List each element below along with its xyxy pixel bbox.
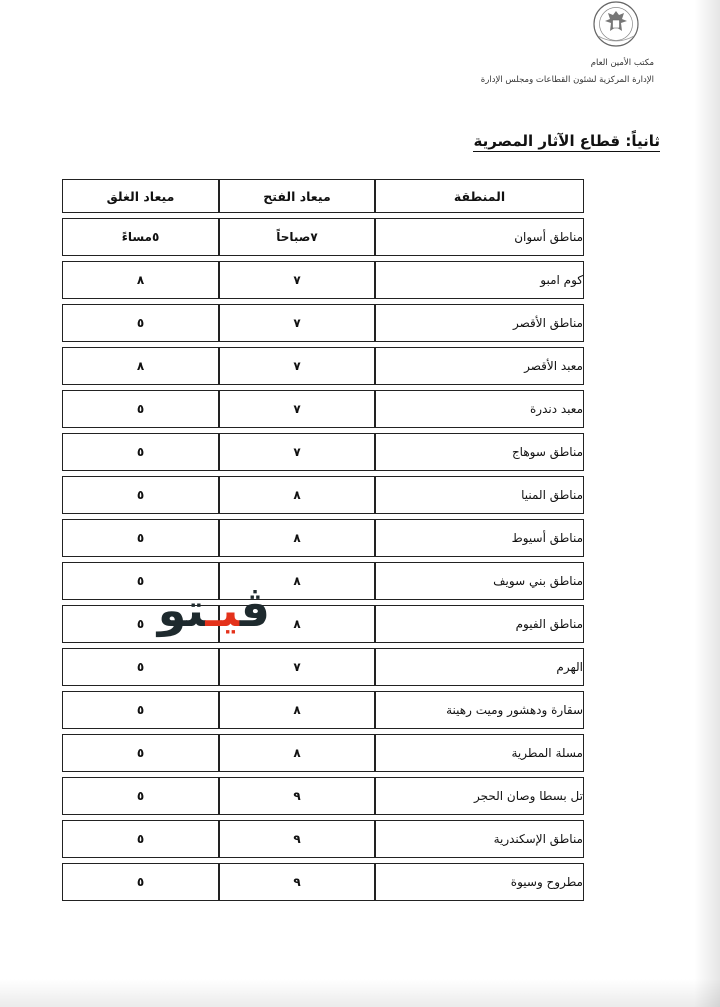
section-title: ثانياً: قطاع الآثار المصرية [473, 132, 660, 150]
header-department-line: الإدارة المركزية لشئون القطاعات ومجلس الإدارة [480, 75, 654, 85]
region-cell: تل بسطا وصان الحجر [375, 777, 584, 815]
table-row [62, 863, 584, 901]
region-cell: مناطق الإسكندرية [375, 820, 584, 858]
page-edge-shadow [694, 0, 720, 1007]
region-cell: كوم امبو [375, 261, 584, 299]
region-cell: مناطق أسيوط [375, 519, 584, 557]
opening-time-cell: ٨ [219, 605, 375, 643]
column-header-closing-time: ميعاد الغلق [62, 179, 219, 213]
eagle-seal-logo [584, 0, 648, 60]
table-row [62, 777, 584, 815]
header-office-line: مكتب الأمين العام [590, 58, 654, 68]
opening-time-cell: ٨ [219, 519, 375, 557]
opening-time-cell: ٧ [219, 261, 375, 299]
opening-time-cell: ٨ [219, 734, 375, 772]
region-cell: مناطق الأقصر [375, 304, 584, 342]
closing-time-cell: ٨ [62, 261, 219, 299]
table-row [62, 304, 584, 342]
region-cell: مطروح وسيوة [375, 863, 584, 901]
opening-time-cell: ٧ [219, 347, 375, 385]
closing-time-cell: ٥مساءً [62, 218, 219, 256]
opening-time-cell: ٨ [219, 562, 375, 600]
closing-time-cell: ٥ [62, 605, 219, 643]
opening-time-cell: ٧ [219, 390, 375, 428]
column-header-opening-time: ميعاد الفتح [219, 179, 375, 213]
opening-time-cell: ٧ [219, 648, 375, 686]
table-row [62, 519, 584, 557]
closing-time-cell: ٥ [62, 562, 219, 600]
closing-time-cell: ٥ [62, 820, 219, 858]
region-cell: مناطق سوهاج [375, 433, 584, 471]
page-bottom-shadow [0, 979, 720, 1007]
region-cell: سقارة ودهشور وميت رهينة [375, 691, 584, 729]
opening-time-cell: ٩ [219, 777, 375, 815]
opening-time-cell: ٩ [219, 863, 375, 901]
watermark-letter-3: تو [157, 583, 206, 637]
closing-time-cell: ٥ [62, 648, 219, 686]
opening-time-cell: ٧ [219, 304, 375, 342]
opening-hours-table [62, 174, 584, 906]
closing-time-cell: ٥ [62, 519, 219, 557]
table-row [62, 261, 584, 299]
table-header-row [62, 179, 584, 213]
table-row [62, 433, 584, 471]
closing-time-cell: ٥ [62, 433, 219, 471]
closing-time-cell: ٥ [62, 863, 219, 901]
closing-time-cell: ٨ [62, 347, 219, 385]
region-cell: مناطق بني سويف [375, 562, 584, 600]
table-row [62, 347, 584, 385]
region-cell: الهرم [375, 648, 584, 686]
region-cell: مسلة المطرية [375, 734, 584, 772]
closing-time-cell: ٥ [62, 691, 219, 729]
opening-time-cell: ٧صباحاً [219, 218, 375, 256]
closing-time-cell: ٥ [62, 304, 219, 342]
table-row [62, 476, 584, 514]
region-cell: معبد دندرة [375, 390, 584, 428]
site-watermark-logo [136, 584, 270, 636]
watermark-letter-2: يـ [205, 583, 240, 637]
opening-time-cell: ٧ [219, 433, 375, 471]
table-row [62, 734, 584, 772]
opening-time-cell: ٨ [219, 691, 375, 729]
table-row [62, 691, 584, 729]
region-cell: مناطق الفيوم [375, 605, 584, 643]
closing-time-cell: ٥ [62, 390, 219, 428]
region-cell: معبد الأقصر [375, 347, 584, 385]
opening-time-cell: ٨ [219, 476, 375, 514]
table-row [62, 648, 584, 686]
column-header-region: المنطقة [375, 179, 584, 213]
watermark-letter-1: ڤ [239, 583, 270, 637]
table-row [62, 820, 584, 858]
closing-time-cell: ٥ [62, 476, 219, 514]
opening-time-cell: ٩ [219, 820, 375, 858]
closing-time-cell: ٥ [62, 734, 219, 772]
table-row [62, 390, 584, 428]
region-cell: مناطق أسوان [375, 218, 584, 256]
table-row [62, 218, 584, 256]
region-cell: مناطق المنيا [375, 476, 584, 514]
closing-time-cell: ٥ [62, 777, 219, 815]
